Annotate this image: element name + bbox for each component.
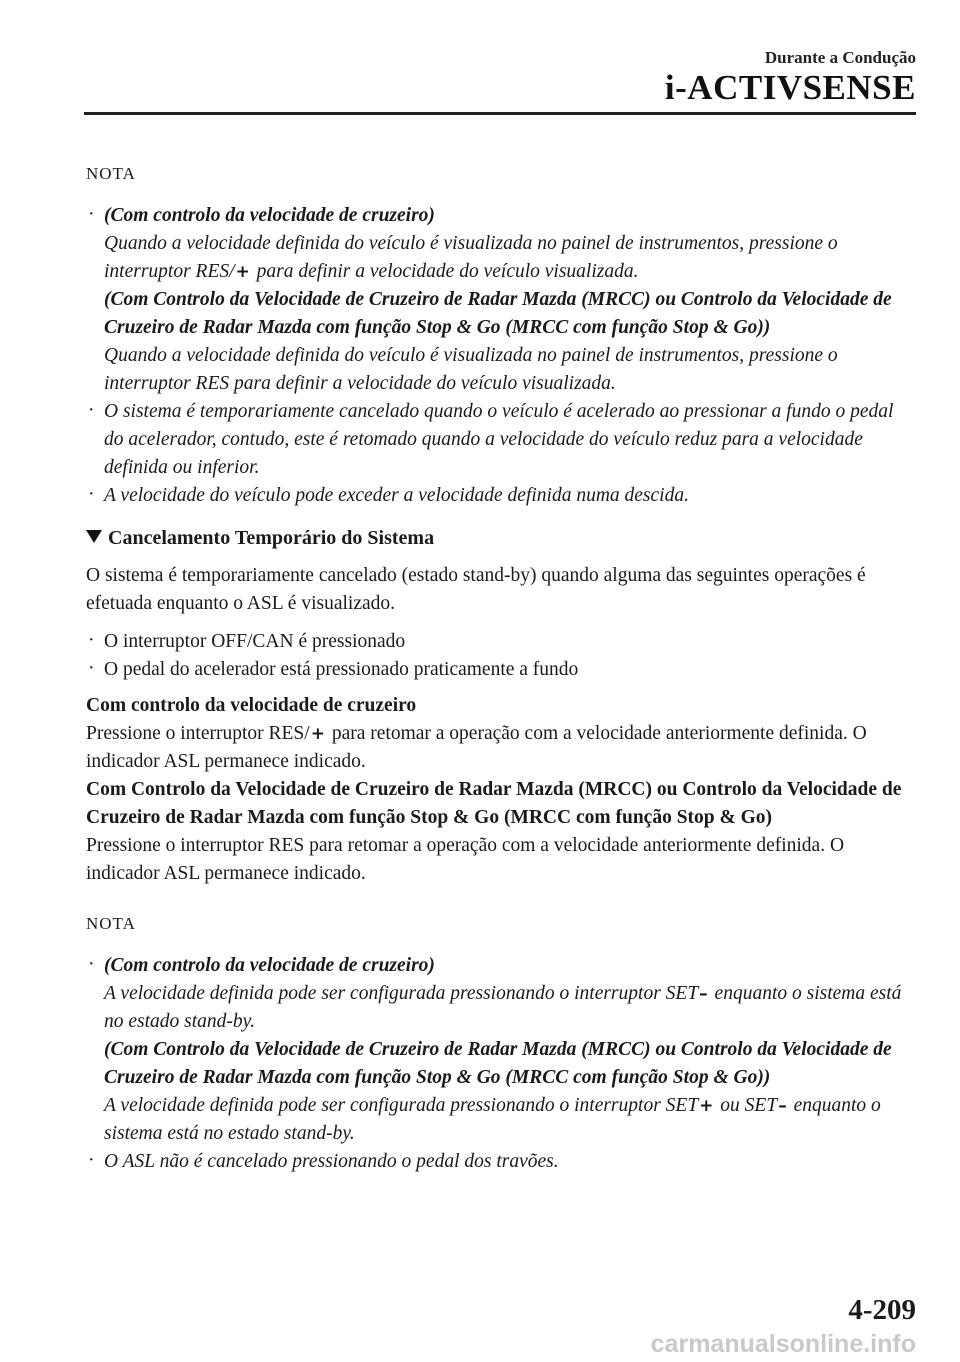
note-label: NOTA — [86, 164, 136, 183]
minus-icon: – — [699, 984, 708, 1004]
page-content — [86, 160, 916, 1176]
note-text: O ASL não é cancelado pressionando o pedal dos travões. — [104, 1151, 559, 1172]
header-rule — [84, 112, 916, 115]
condition-text: O interruptor OFF/CAN é pressionado — [104, 631, 406, 652]
note-item — [86, 482, 916, 510]
note-item — [86, 202, 916, 398]
note-list — [86, 952, 916, 1176]
section-intro: O sistema é temporariamente cancelado (estado stand-by) quando alguma das seguintes operações é efetuada enquanto o ASL é visualizado. — [86, 565, 866, 614]
note-text-part: A velocidade definida pode ser configurada pressionando o interruptor SET — [104, 1095, 699, 1116]
note-subhead: (Com controlo da velocidade de cruzeiro) — [104, 205, 435, 226]
cruise-text-part: para retomar a operação com a velocidade anteriormente definida. O indicador ASL permanece indicado. — [86, 723, 867, 772]
note-list — [86, 202, 916, 510]
note-text: A velocidade do veículo pode exceder a velocidade definida numa descida. — [104, 485, 689, 506]
condition-list — [86, 628, 916, 684]
mrcc-text: Pressione o interruptor RES para retomar a operação com a velocidade anteriormente definida. O indicador ASL permanece indicado. — [86, 835, 845, 884]
note-text-part: Quando a velocidade definida do veículo é visualizada no painel de instrumentos, pressione o interruptor RES/ — [104, 233, 838, 282]
cruise-text — [86, 720, 916, 776]
note-text-part: enquanto o sistema está no estado stand-by. — [104, 1095, 881, 1144]
note-subhead: (Com Controlo da Velocidade de Cruzeiro de Radar Mazda (MRCC) ou Controlo da Velocidade de Cruzeiro de Radar Mazda com função Stop & Go (MRCC com função Stop & Go)) — [104, 289, 892, 338]
note-item — [86, 1148, 916, 1176]
bullet-icon: · — [88, 484, 95, 505]
bullet-icon: · — [88, 630, 95, 651]
note-text-part: A velocidade definida pode ser configurada pressionando o interruptor SET — [104, 983, 699, 1004]
note-text — [104, 1092, 916, 1148]
cruise-subhead: Com controlo da velocidade de cruzeiro — [86, 695, 417, 716]
triangle-down-icon — [86, 530, 102, 543]
note-text: O sistema é temporariamente cancelado quando o veículo é acelerado ao pressionar a fundo o pedal do acelerador, contudo, este é retomado quando a velocidade do veículo reduz para a velocidade definida ou inferior. — [104, 401, 894, 478]
note-subhead: (Com Controlo da Velocidade de Cruzeiro de Radar Mazda (MRCC) ou Controlo da Velocidade de Cruzeiro de Radar Mazda com função Stop & Go (MRCC com função Stop & Go)) — [104, 1039, 892, 1088]
bullet-icon: · — [88, 954, 95, 975]
note-text-part: para definir a velocidade do veículo visualizada. — [251, 261, 639, 282]
bullet-icon: · — [88, 658, 95, 679]
note-text-part: enquanto o sistema está no estado stand-by. — [104, 983, 902, 1032]
condition-text: O pedal do acelerador está pressionado praticamente a fundo — [104, 659, 579, 680]
bullet-icon: · — [88, 204, 95, 225]
mrcc-subhead: Com Controlo da Velocidade de Cruzeiro de Radar Mazda (MRCC) ou Controlo da Velocidade de Cruzeiro de Radar Mazda com função Stop & Go (MRCC com função Stop & Go) — [86, 779, 902, 828]
plus-icon: + — [235, 262, 250, 282]
section-heading-text: Cancelamento Temporário do Sistema — [108, 527, 435, 549]
cruise-text-part: Pressione o interruptor RES/ — [86, 723, 310, 744]
chapter-title: i-ACTIVSENSE — [664, 68, 916, 107]
note-item — [86, 952, 916, 1148]
plus-icon: + — [699, 1096, 714, 1116]
page-header — [665, 48, 916, 106]
note-text: Quando a velocidade definida do veículo é visualizada no painel de instrumentos, pressione o interruptor RES para definir a velocidade do veículo visualizada. — [104, 345, 838, 394]
bullet-icon: · — [88, 400, 95, 421]
note-subhead: (Com controlo da velocidade de cruzeiro) — [104, 955, 435, 976]
note-text-part: ou SET — [715, 1095, 778, 1116]
section-heading — [86, 524, 916, 552]
plus-icon: + — [310, 724, 325, 744]
minus-icon: – — [778, 1096, 787, 1116]
note-text — [104, 980, 916, 1036]
watermark: carmanualsonline.info — [650, 1330, 916, 1358]
note-text — [104, 230, 916, 286]
condition-item — [86, 628, 916, 656]
note-item — [86, 398, 916, 482]
note-label: NOTA — [86, 914, 136, 933]
page-number: 4-209 — [848, 1294, 916, 1326]
section-name: Durante a Condução — [764, 48, 916, 67]
condition-item — [86, 656, 916, 684]
bullet-icon: · — [88, 1150, 95, 1171]
